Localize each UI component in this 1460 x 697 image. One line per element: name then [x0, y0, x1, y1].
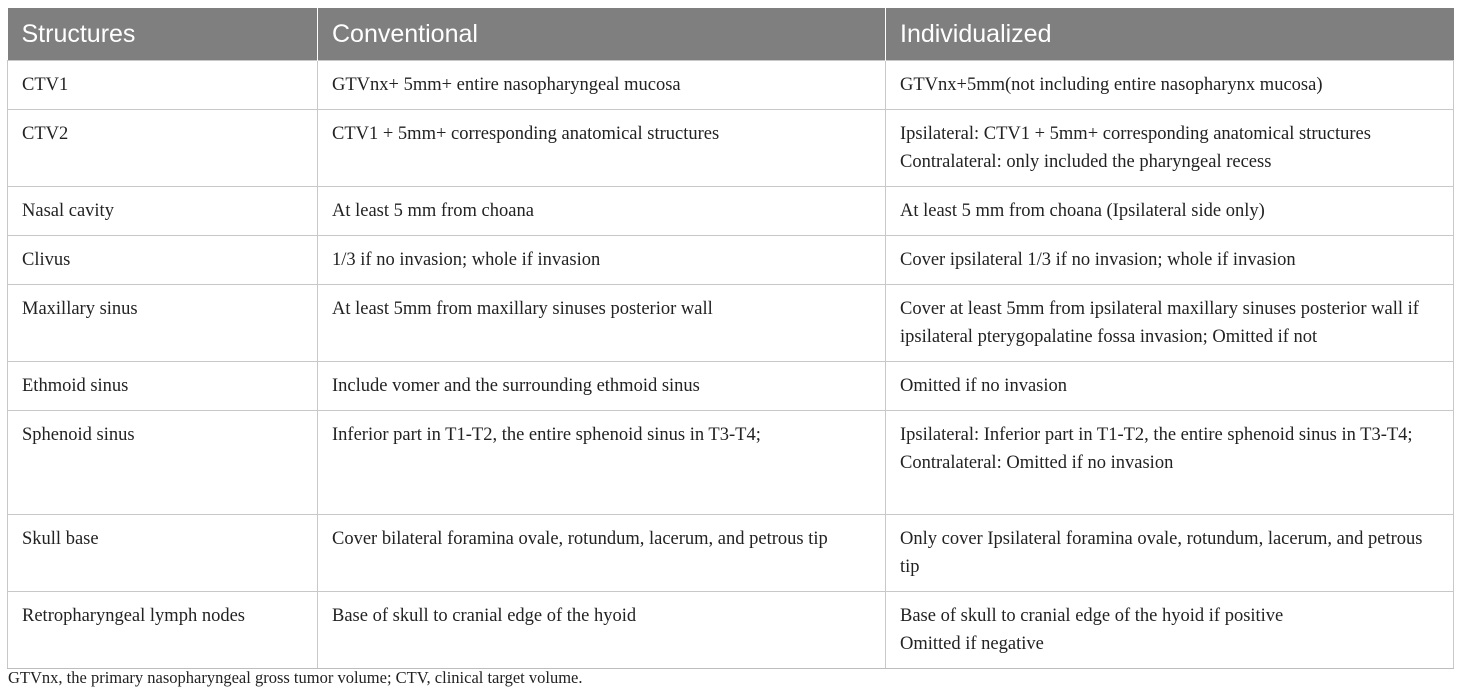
individualized-cell: Ipsilateral: Inferior part in T1-T2, the entire sphenoid sinus in T3-T4; Contralateral: Omitted if no invasion [886, 411, 1454, 515]
individualized-cell: GTVnx+5mm(not including entire nasopharynx mucosa) [886, 61, 1454, 110]
table-row [8, 285, 1454, 362]
structure-cell: CTV1 [8, 61, 318, 110]
conventional-cell: At least 5 mm from choana [318, 187, 886, 236]
conventional-cell: Include vomer and the surrounding ethmoid sinus [318, 362, 886, 411]
structure-cell: CTV2 [8, 110, 318, 187]
structure-cell: Sphenoid sinus [8, 411, 318, 515]
conventional-cell: CTV1 + 5mm+ corresponding anatomical structures [318, 110, 886, 187]
conventional-cell: Cover bilateral foramina ovale, rotundum, lacerum, and petrous tip [318, 515, 886, 592]
structure-cell: Skull base [8, 515, 318, 592]
structure-cell: Maxillary sinus [8, 285, 318, 362]
individualized-cell: Cover ipsilateral 1/3 if no invasion; whole if invasion [886, 236, 1454, 285]
structure-cell: Clivus [8, 236, 318, 285]
individualized-cell: Omitted if no invasion [886, 362, 1454, 411]
individualized-cell: Base of skull to cranial edge of the hyoid if positive Omitted if negative [886, 592, 1454, 669]
conventional-cell: Base of skull to cranial edge of the hyoid [318, 592, 886, 669]
header-row [8, 8, 1454, 61]
table-row [8, 61, 1454, 110]
table-row [8, 236, 1454, 285]
conventional-cell: 1/3 if no invasion; whole if invasion [318, 236, 886, 285]
conventional-cell: GTVnx+ 5mm+ entire nasopharyngeal mucosa [318, 61, 886, 110]
individualized-cell: Cover at least 5mm from ipsilateral maxillary sinuses posterior wall if ipsilateral pterygopalatine fossa invasion; Omitted if not [886, 285, 1454, 362]
table-header [8, 8, 1454, 61]
header-individualized: Individualized [886, 8, 1454, 61]
header-conventional: Conventional [318, 8, 886, 61]
table-body [8, 61, 1454, 669]
conventional-cell: At least 5mm from maxillary sinuses posterior wall [318, 285, 886, 362]
structure-cell: Nasal cavity [8, 187, 318, 236]
individualized-cell: Only cover Ipsilateral foramina ovale, rotundum, lacerum, and petrous tip [886, 515, 1454, 592]
table-row [8, 411, 1454, 515]
table-row [8, 187, 1454, 236]
table-row [8, 592, 1454, 669]
table-row [8, 110, 1454, 187]
table-row [8, 515, 1454, 592]
individualized-cell: Ipsilateral: CTV1 + 5mm+ corresponding anatomical structures Contralateral: only included the pharyngeal recess [886, 110, 1454, 187]
table-footnote: GTVnx, the primary nasopharyngeal gross tumor volume; CTV, clinical target volume. [8, 668, 583, 687]
individualized-cell: At least 5 mm from choana (Ipsilateral side only) [886, 187, 1454, 236]
structures-table [7, 8, 1454, 669]
table-container [7, 8, 1453, 669]
table-row [8, 362, 1454, 411]
structure-cell: Ethmoid sinus [8, 362, 318, 411]
structure-cell: Retropharyngeal lymph nodes [8, 592, 318, 669]
header-structures: Structures [8, 8, 318, 61]
conventional-cell: Inferior part in T1-T2, the entire sphenoid sinus in T3-T4; [318, 411, 886, 515]
